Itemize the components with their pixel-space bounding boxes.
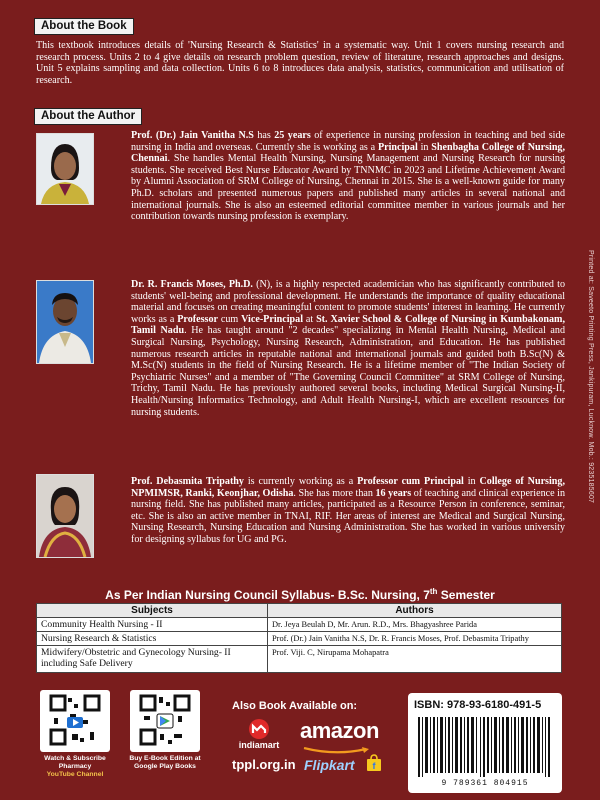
subject-cell: Community Health Nursing - II (37, 618, 268, 632)
flipkart-bag-icon (366, 754, 382, 777)
author-3-college: College of Nursing, NPMIMSR, Ranki, Keonjhar, Odisha (131, 476, 565, 499)
tppl-website-link[interactable]: tppl.org.in (232, 757, 296, 772)
about-book-heading: About the Book (34, 18, 134, 35)
author-2-college: St. Xavier School & College of Nursing in Kumbakonam, Tamil Nadu (131, 313, 565, 337)
barcode-icon (418, 717, 552, 777)
about-book-text: This textbook introduces details of 'Nursing Research & Statistics' in a systematic way. Unit 1 covers nursing research and research process. Units 2 to 4 give details on research problem question, review of literature, research approaches and designs. Unit 5 explains sampling and data collection. Units 6 to 8 introduces data analysis, statistics, communication and utilisation of research. (36, 40, 564, 86)
author-3-text-b: in (463, 476, 480, 487)
table-row (37, 632, 562, 646)
author-3-years: 16 years (375, 487, 412, 499)
syllabus-title-prefix: As Per Indian Nursing Council Syllabus- B.Sc. Nursing, 7 (105, 588, 430, 602)
author-2-bio (131, 279, 565, 418)
author-1-role: Principal (377, 141, 418, 153)
qr2-label-line1: Buy E-Book Edition at (129, 755, 201, 762)
author-3-name: Prof. Debasmita Tripathy (131, 476, 244, 487)
table-header-row (37, 604, 562, 618)
author-1-text-a: has (253, 130, 275, 141)
author-2-text-c: at (303, 313, 317, 325)
author-3-role: Professor cum Principal (357, 476, 464, 487)
col-subjects: Subjects (37, 604, 268, 618)
also-available-heading: Also Book Available on: (232, 700, 358, 712)
subject-cell: Nursing Research & Statistics (37, 632, 268, 646)
qr2-label-line2: Google Play Books (134, 763, 196, 770)
author-1-text-b: of experience in nursing profession in teaching and bed side nursing in India and overseas. Currently she is working as a (131, 130, 565, 153)
about-author-heading: About the Author (34, 108, 142, 125)
amazon-logo[interactable]: amazon (300, 718, 379, 743)
syllabus-title (0, 587, 600, 602)
syllabus-table (36, 603, 562, 673)
syllabus-title-suffix: Semester (437, 588, 495, 602)
author-2-text-d: . He has taught around "2 decades" specializing in Mental Health Nursing, Medical and Surgical Nursing, Psychology, Nursing Research, Administration, and Education. He has published numerous research articles in reputable national and international journals and guided both B.Sc(N) & M.Sc(N) students in the field of Nursing Research. He is a lifetime member of "The Indian Society of Psychiatric Nurses" and a member of "The Governing Council Committee" at SRM College of Nursing, Trichy, Tamil Nadu. He has previously authored several books, including Medical Surgical Nursing-II, Health/Nursing Informatics Technology, and Adult Health Nursing-I, which are excellent resources for nursing students. (131, 325, 565, 418)
author-2-role2: Vice-Principal (241, 313, 303, 325)
subject-cell: Midwifery/Obstetric and Gynecology Nursing- II including Safe Delivery (37, 646, 268, 673)
ebook-qr-code[interactable] (130, 690, 200, 752)
isbn-number: ISBN: 978-93-6180-491-5 (414, 699, 542, 711)
authors-cell: Dr. Jeya Beulah D, Mr. Arun. R.D., Mrs. Bhagyashree Parida (268, 618, 562, 632)
author-photo-francis-moses (36, 280, 94, 364)
col-authors: Authors (268, 604, 562, 618)
author-3-bio (131, 476, 565, 546)
qr1-label-line3: YouTube Channel (46, 771, 104, 778)
qr1-label-line2: Pharmacy (58, 763, 92, 770)
author-1-years: 25 years (274, 130, 311, 141)
author-photo-debasmita-tripathy (36, 474, 94, 558)
syllabus-title-sup: th (429, 587, 438, 596)
author-2-degree: , Ph.D. (223, 279, 253, 290)
author-2-text-b: cum (217, 313, 242, 325)
author-1-college: Shenbagha College of Nursing, Chennai (131, 141, 566, 165)
youtube-qr-code[interactable] (40, 690, 110, 752)
flipkart-logo[interactable]: Flipkart (304, 757, 355, 773)
author-3-text-d: of teaching and clinical experience in nursing field. She has published many articles, participated as a Resource Person in conference, seminar, etc. She is also an active member in TNAI, RIF. Her areas of interest are Medical and Surgical Nursing, Nursing Research, Nursing Education and Nursing Administration. She has worked in various university for designing syllabus for UG and PG. (131, 487, 565, 545)
author-1-text-d: . She handles Mental Health Nursing, Nursing Management and Nursing Research for nursing students. She received Best Nurse Educator Award by TNNMC in 2023 and Lifetime Achievement Award by Alumni Association of SRM College of Nursing, Chennai in 2015. She is a well-known guide for many Ph.D. scholars and presented numerous papers and published many articles in several national and international journals. She is also an esteemed editorial committee member in various journals and her contribution towards nursing profession is exemplary. (131, 153, 565, 223)
isbn-barcode-box (408, 693, 562, 793)
author-3-text-a: is currently working as a (243, 476, 358, 487)
author-photo-jain-vanitha (36, 133, 94, 205)
author-1-bio-top (131, 130, 565, 223)
printer-credit: Printed at: Saveeto Printing Press, Jankipuram, Lucknow. Mob.: 9235185607 (587, 250, 594, 504)
indiamart-label: indiamart (238, 740, 280, 750)
table-row (37, 618, 562, 632)
author-1-name: Prof. (Dr.) Jain Vanitha N.S (131, 130, 254, 141)
ebook-qr-label (118, 755, 212, 771)
author-2-name: Dr. R. Francis Moses (131, 279, 224, 290)
author-1-text-c: in (417, 141, 432, 153)
barcode-digits: 9 789361 804915 (441, 779, 529, 788)
author-3-text-c: . She has more than (293, 487, 376, 499)
qr1-label-line1: Watch & Subscribe (44, 755, 106, 762)
table-row (37, 646, 562, 673)
authors-cell: Prof. Viji. C, Nirupama Mohapatra (268, 646, 562, 673)
author-2-text-a: (N), is a highly respected academician who has significantly contributed to students' well-being and professional development. He understands the importance of quality educational material and focuses on creating meaningful content to promote students' interest in learning. He currently works as a (131, 279, 565, 325)
youtube-qr-label (34, 755, 116, 779)
svg-text:f: f (372, 761, 376, 771)
authors-cell: Prof. (Dr.) Jain Vanitha N.S, Dr. R. Francis Moses, Prof. Debasmita Tripathy (268, 632, 562, 646)
author-2-role: Professor (177, 313, 218, 325)
